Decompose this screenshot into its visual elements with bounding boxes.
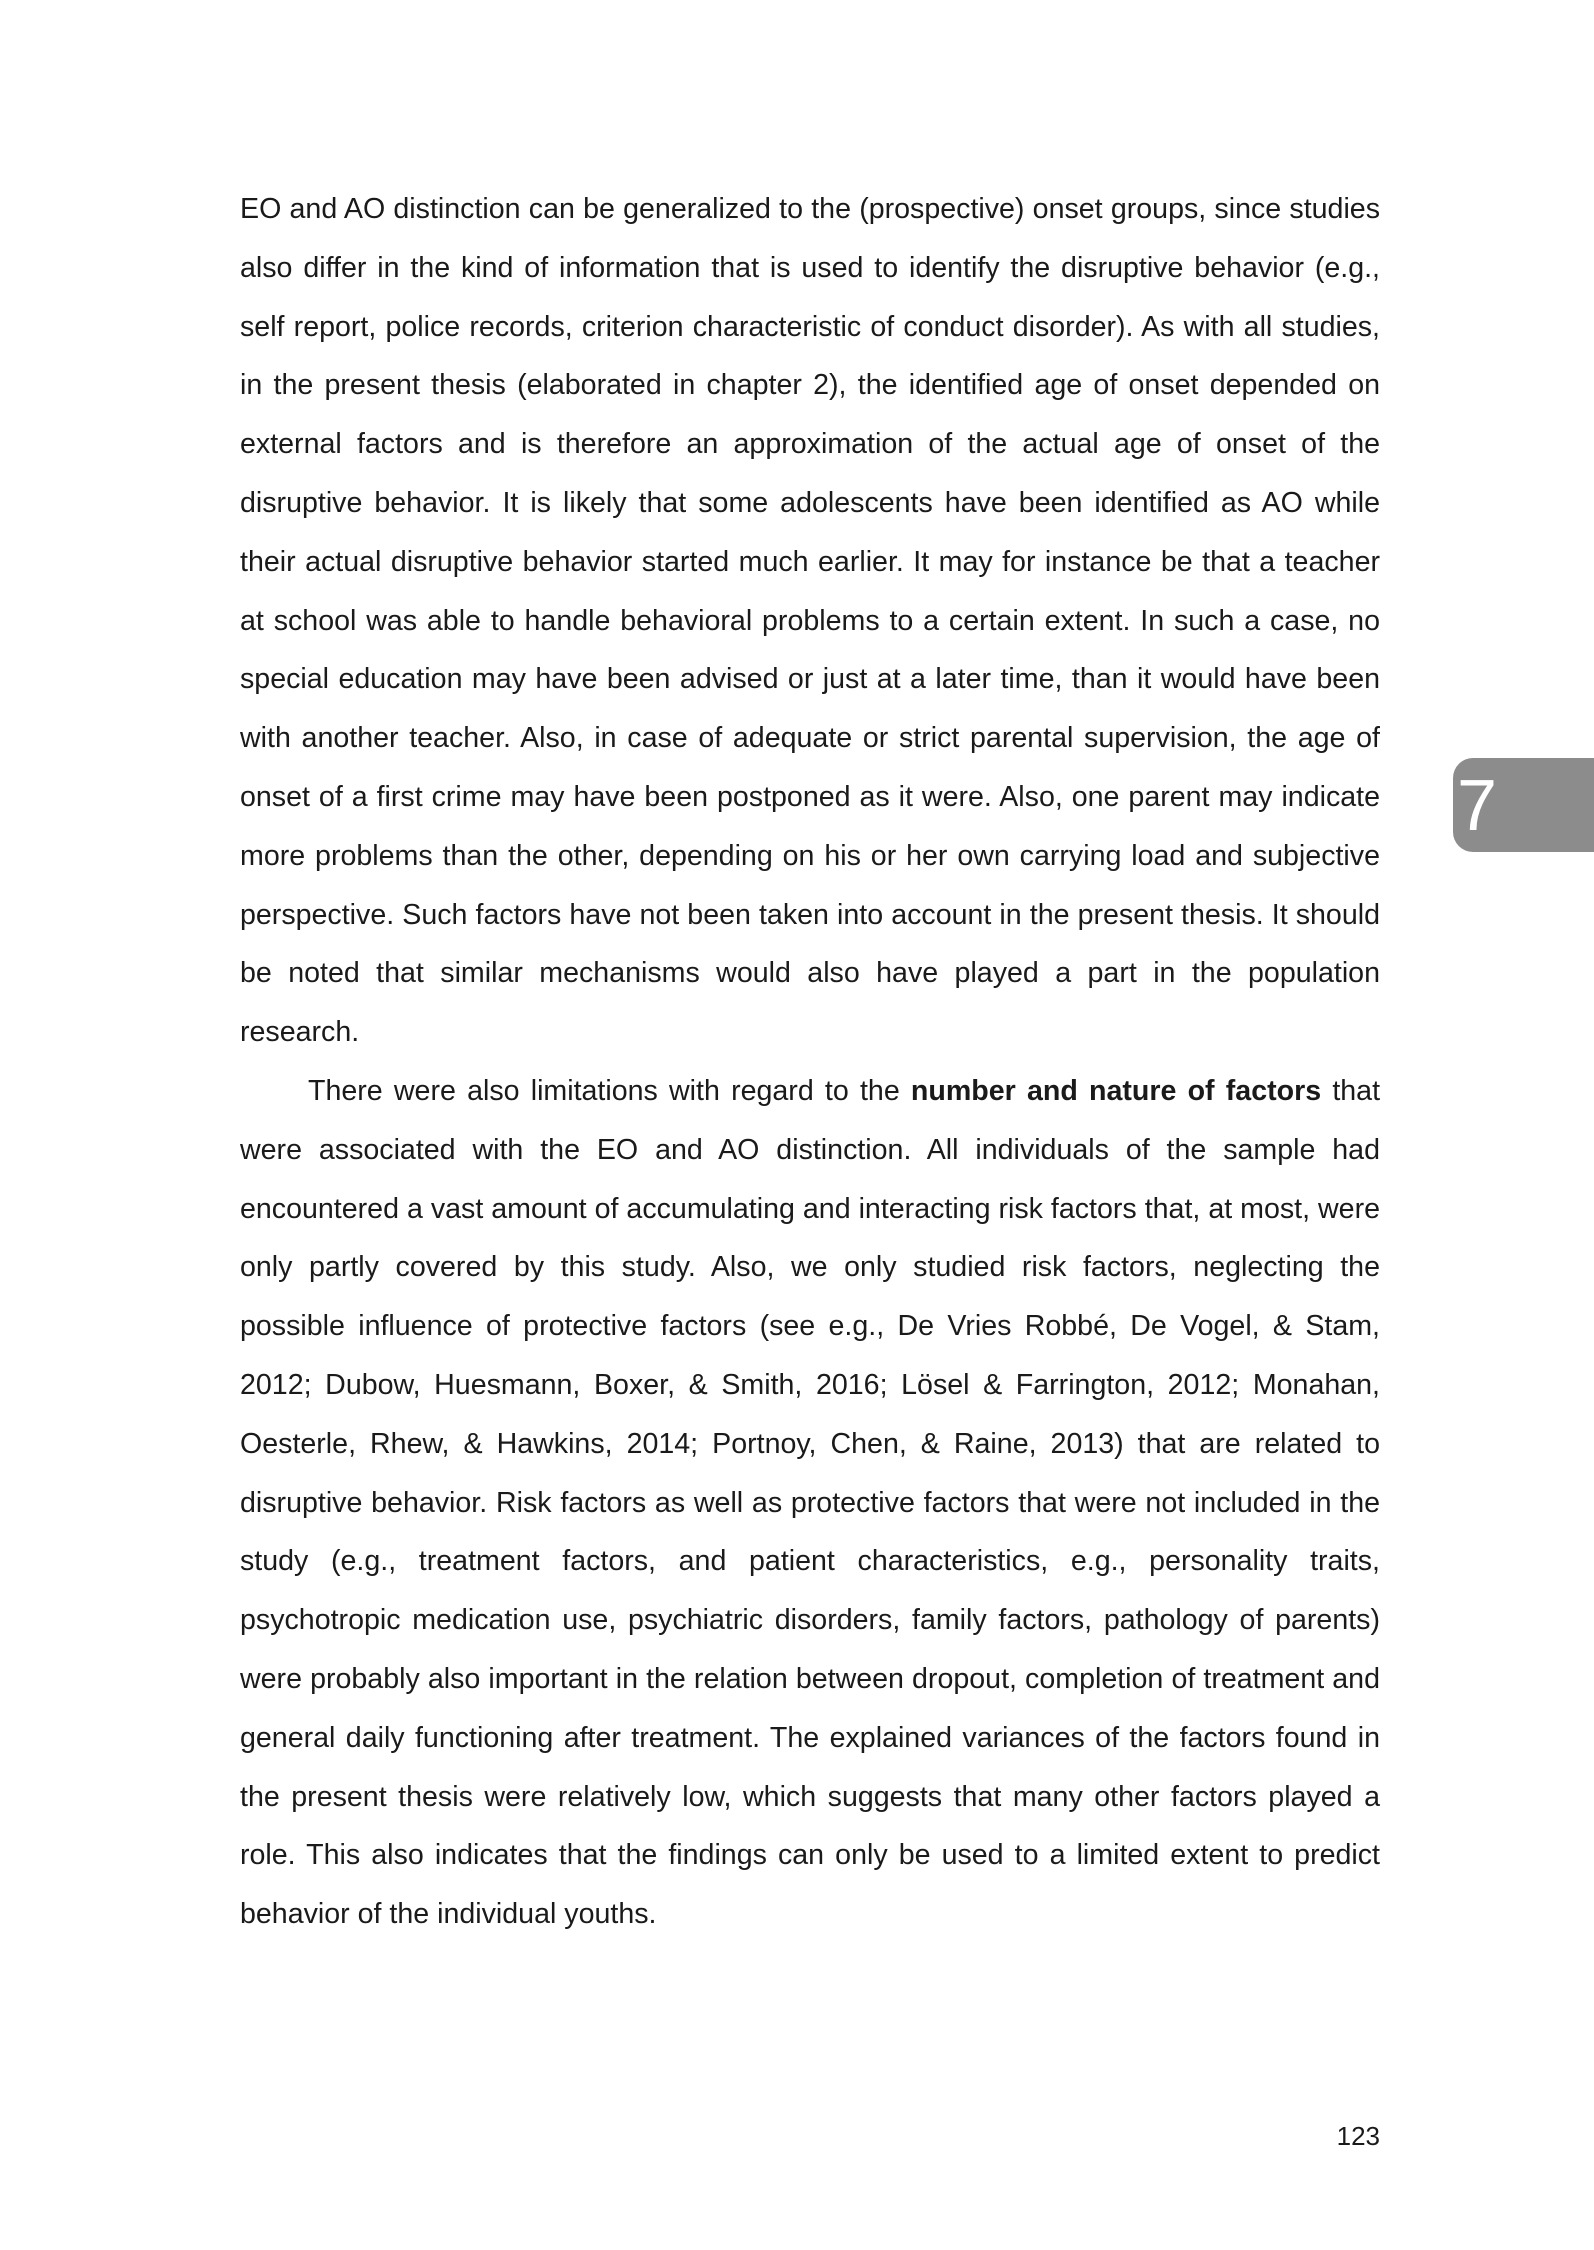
chapter-number: 7: [1457, 766, 1498, 846]
body-paragraph-1: EO and AO distinction can be generalized to the (prospective) onset groups, since studies also differ in the kind of information that is used to identify the disruptive behavior (e.g., self report, police records, criterion characteristic of conduct disorder). As with all studies, in the present thesis (elaborated in chapter 2), the identified age of onset depended on external factors and is therefore an approximation of the actual age of onset of the disruptive behavior. It is likely that some adolescents have been identified as AO while their actual disruptive behavior started much earlier. It may for instance be that a teacher at school was able to handle behavioral problems to a certain extent. In such a case, no special education may have been advised or just at a later time, than it would have been with another teacher. Also, in case of adequate or strict parental supervision, the age of onset of a first crime may have been postponed as it were. Also, one parent may indicate more problems than the other, depending on his or her own carrying load and subjective perspective. Such factors have not been taken into account in the present thesis. It should be noted that similar mechanisms would also have played a part in the population research.: [240, 193, 1380, 1049]
page-number: 123: [1336, 2121, 1380, 2151]
paragraph-2-lead: There were also limitations with regard to the: [308, 1074, 911, 1107]
page-body: [240, 180, 1380, 1944]
paragraph-2-emphasis: number and nature of factors: [910, 1074, 1322, 1107]
chapter-tab: [1453, 758, 1594, 852]
paragraph-2-rest: that were associated with the EO and AO distinction. All individuals of the sample had encountered a vast amount of accumulating and interacting risk factors that, at most, were only partly covered by this study. Also, we only studied risk factors, neglecting the possible influence of protective factors (see e.g., De Vries Robbé, De Vogel, & Stam, 2012; Dubow, Huesmann, Boxer, & Smith, 2016; Lösel & Farrington, 2012; Monahan, Oesterle, Rhew, & Hawkins, 2014; Portnoy, Chen, & Raine, 2013) that are related to disruptive behavior. Risk factors as well as protective factors that were not included in the study (e.g., treatment factors, and patient characteristics, e.g., personality traits, psychotropic medication use, psychiatric disorders, family factors, pathology of parents) were probably also important in the relation between dropout, completion of treatment and general daily functioning after treatment. The explained variances of the factors found in the present thesis were relatively low, which suggests that many other factors played a role. This also indicates that the findings can only be used to a limited extent to predict behavior of the individual youths.: [240, 1074, 1381, 1931]
body-paragraph-2: [240, 1062, 1380, 1944]
